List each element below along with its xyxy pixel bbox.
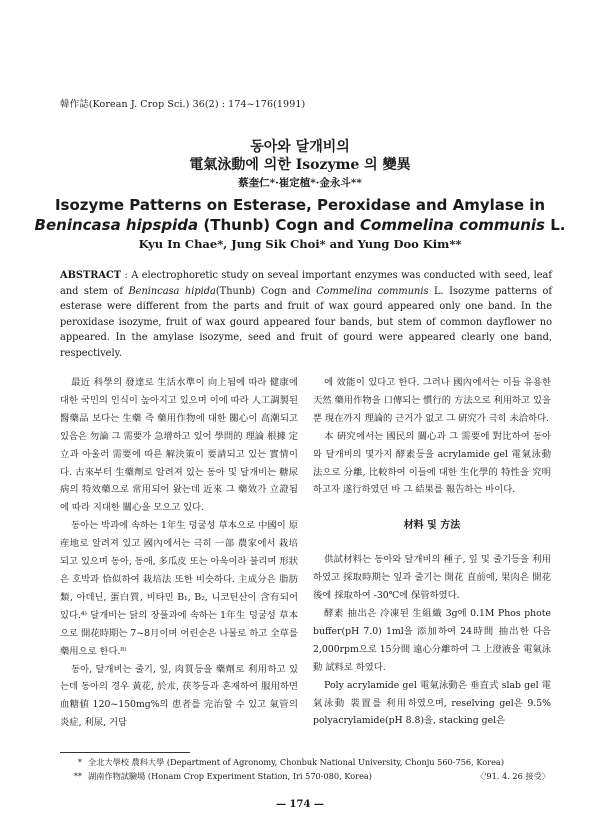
abstract-species-2: Commelina communis <box>316 285 429 297</box>
species-name-1: Benincasa hipspida <box>34 216 199 234</box>
korean-authors: 蔡奎仁*·崔定植*·金永斗** <box>238 177 362 189</box>
abstract <box>60 268 552 362</box>
body-column-left <box>60 374 298 732</box>
paragraph: 最近 科學의 發達로 生活水準이 向上됨에 따라 健康에 대한 국민의 인식이 높아지고 있으며 이에 따라 人工調製된 醫藥品 보다는 生藥 즉 藥用作物에 대한 關心이 高潮되고 있음은 勿論 그 需要가 急增하고 있어 學問的 理論 根據 定立과 아울러 需要에 따른 解決策이 要請되고 있는 實情이다. 古來부터 生藥劑로 알려져 있는 동아 및 달개비는 糖尿病의 特效藥으로 常用되어 왔는데 近來 그 藥效가 立證됨에 따라 지대한 關心을 모으고 있다. <box>60 377 298 514</box>
species-authority-2: L. <box>544 216 566 234</box>
paragraph: 酵素 抽出은 冷凍된 生組織 3g에 0.1M Phos phote buffer(pH 7.0) 1ml을 添加하여 24時間 抽出한 다음 2,000rpm으로 15分間 遠心分離하여 그 上澄液을 電氣泳動 試料로 하였다. <box>313 607 551 673</box>
footnote-text: 湖南作物試驗場 (Honam Crop Experiment Station, Iri 570-080, Korea) <box>88 771 372 781</box>
english-title-line1: Isozyme Patterns on Esterase, Peroxidase and Amylase in <box>54 196 546 214</box>
paragraph: 本 硏究에서는 國民의 關心과 그 需要에 對比하여 동아와 달개비의 몇가지 酵素등을 acrylamide gel 電氣泳動法으로 分離, 比較하여 이들에 대한 生化學的 特性을 究明하고자 遂行하였던 바 그 結果를 報告하는 바이다. <box>313 430 551 496</box>
abstract-label: ABSTRACT <box>60 270 122 281</box>
footnote-mark: * <box>77 757 82 767</box>
abstract-text-2: (Thunb) Cogn and <box>215 285 317 297</box>
paragraph: Poly acrylamide gel 電氣泳動은 垂直式 slab gel 電氣泳動 裝置를 利用하였으며, reselving gel은 9.5% polyacrylamide(pH 8.8)을, stacking gel은 <box>313 679 551 727</box>
korean-title-line1: 동아와 달개비의 <box>250 139 350 155</box>
page-number: — 174 — <box>276 799 324 810</box>
footnote-affiliation-1 <box>60 757 550 768</box>
paragraph: 동아는 박과에 속하는 1年生 덩굴성 草本으로 中國이 原産地로 알려져 있고 國內에서는 극히 一部 農家에서 栽培되고 있으며 동아, 동애, 多瓜皮 또는 아욱이라 불리며 形狀은 호박과 恰似하여 栽培法 또한 비슷하다. 主成分은 脂肪類, 아데닌, 蛋白質, 비타민 B₁, B₂, 니코틴산이 含有되어 있다.⁴⁾ 달개비는 닭의 장풀과에 속하는 1年生 덩굴성 草本으로 開花時期는 7~8月이며 어린순은 나물로 하고 全草를 藥用으로 한다.⁸⁾ <box>60 520 298 657</box>
paragraph: 동아, 달개비는 줄기, 잎, 肉質등을 藥劑로 利用하고 있는데 동아의 경우 黃花, 於朮, 茯苓등과 혼재하여 服用하면 血糖値 120~150mg%의 患者를 完治할 수 있고 氣管의 炎症, 利尿, 거담 <box>60 663 298 729</box>
paragraph: 에 效能이 있다고 한다. 그러나 國內에서는 이들 유용한 天然 藥用作物을 口傳되는 慣行的 方法으로 利用하고 있을뿐 現在까지 理論的 근거가 없고 그 硏究가 극히 未洽하다. <box>313 377 552 424</box>
footnote-mark: ** <box>73 771 82 781</box>
abstract-separator: : <box>121 270 132 281</box>
footnote-affiliation-2 <box>60 771 550 782</box>
abstract-text-1: A electrophoretic study on seveal important enzymes was conducted with seed, leaf and stem of <box>60 270 552 297</box>
journal-reference: 韓作誌(Korean J. Crop Sci.) 36(2) : 174~176(1991) <box>60 99 306 110</box>
paragraph: 供試材料는 동아와 달개비의 種子, 잎 및 줄기등을 利用하였고 採取時期는 잎과 줄기는 開花 直前에, 果肉은 開花後에 採取하여 -30℃에 保管하였다. <box>313 554 551 602</box>
english-title-line2 <box>0 216 600 234</box>
footnote-text: 全北大學校 農科大學 (Department of Agronomy, Chonbuk National University, Chonju 560-756, Korea) <box>88 757 505 767</box>
abstract-text-3: L. Isozyme patterns of esterase were different from the parts and fruit of wax gourd appeared only one band. In the peroxidase isozyme, fruit of wax gourd appeared four bands, but stem of common dayflower no appeared. In the amylase isozyme, seed and fruit of gourd were appeared clearly one band, respectively. <box>60 285 552 359</box>
species-authority-1: (Thunb) Cogn and <box>198 216 361 234</box>
english-authors: Kyu In Chae*, Jung Sik Choi* and Yung Doo Kim** <box>138 237 462 251</box>
species-name-2: Commelina communis <box>360 216 545 234</box>
section-heading: 材料 및 方法 <box>403 520 461 532</box>
abstract-species-1: Benincasa hipida <box>128 285 216 297</box>
received-date: 〈'91. 4. 26 接受〉 <box>475 771 550 781</box>
body-column-right <box>313 374 551 730</box>
korean-title-line2: 電氣泳動에 의한 Isozyme 의 變異 <box>189 157 411 173</box>
footnote-divider <box>60 752 190 753</box>
